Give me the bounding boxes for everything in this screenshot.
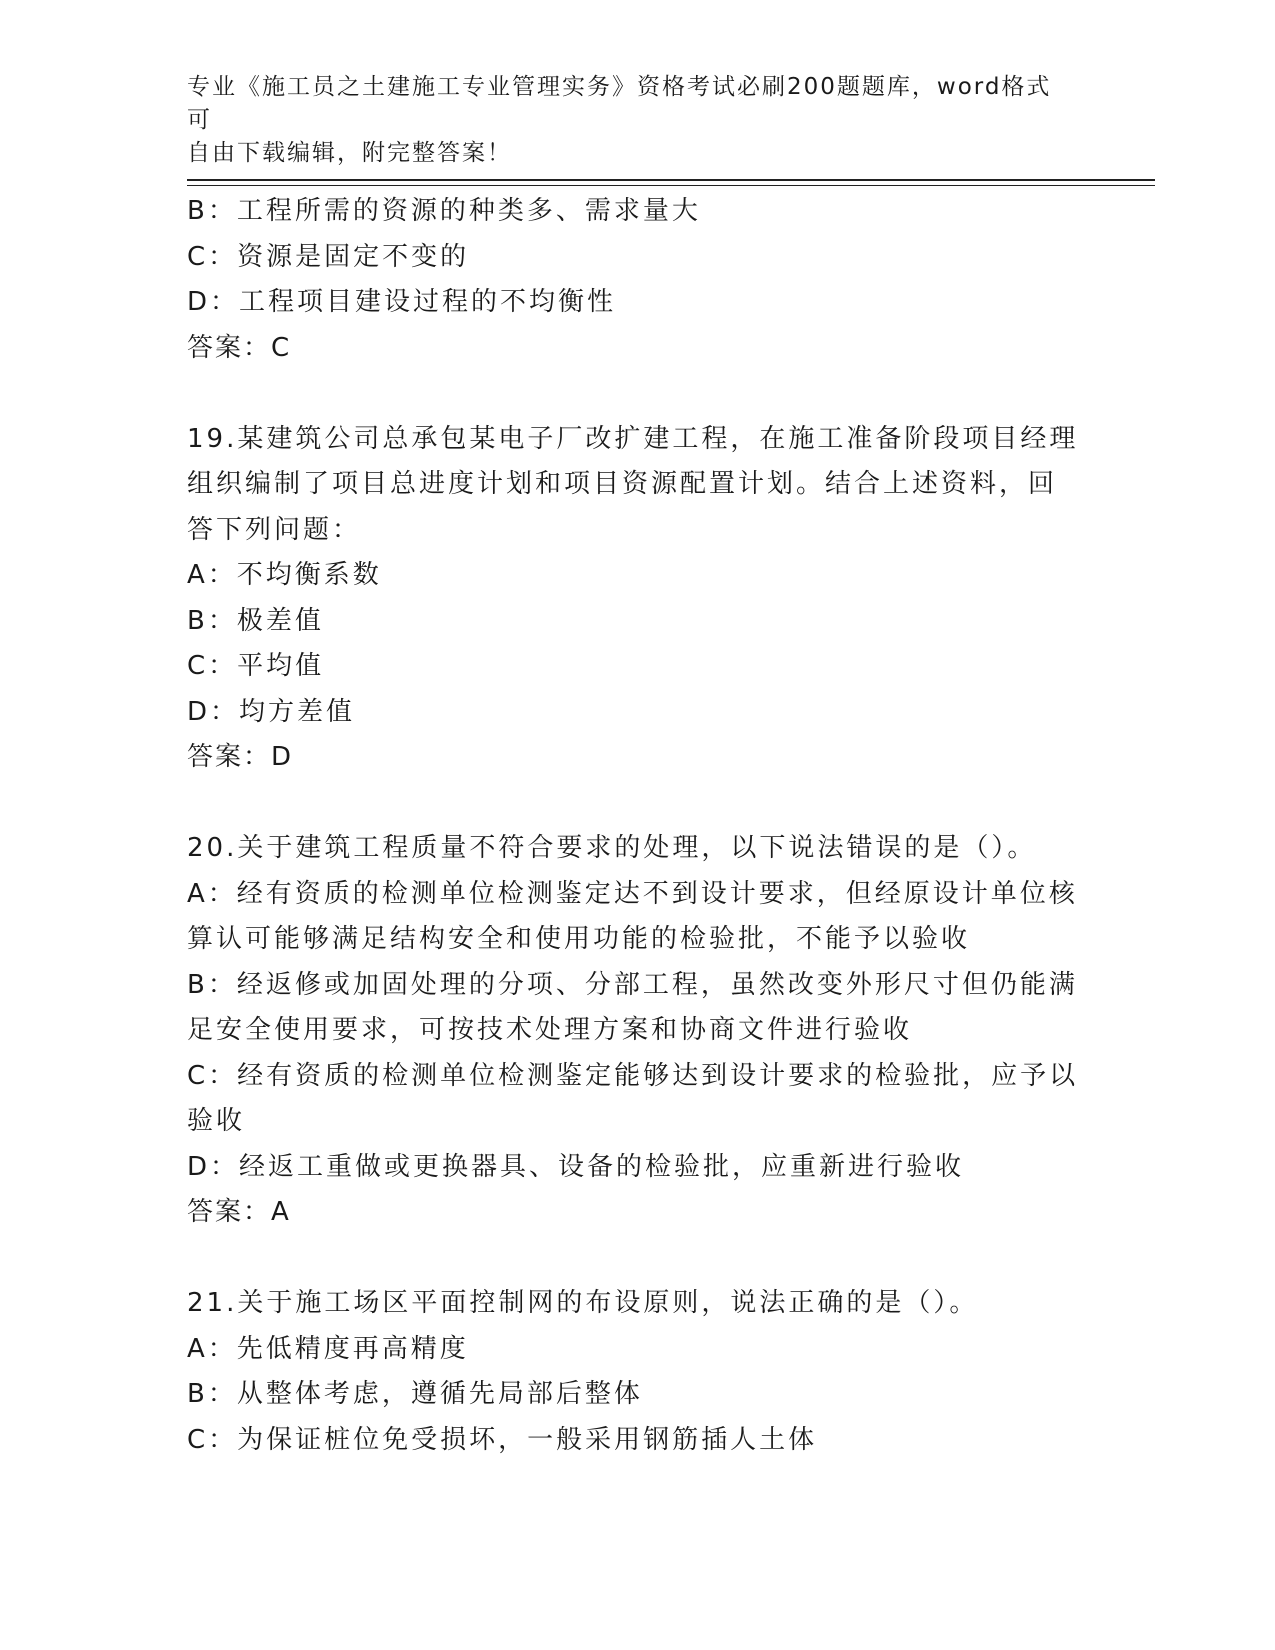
option-a: A：经有资质的检测单位检测鉴定达不到设计要求，但经原设计单位核 [187,878,1078,909]
question-block-19 [187,417,1087,781]
header-line-1: 专业《施工员之土建施工专业管理实务》资格考试必刷200题题库，word格式可 [187,74,1052,133]
header-divider-thin [187,185,1155,186]
page-header [187,71,1067,170]
answer: 答案：A [187,1197,291,1227]
option-c: C：平均值 [187,651,325,681]
option-b: B：极差值 [187,605,324,636]
question-block-18 [187,189,1087,371]
question-list [187,189,1087,1463]
option-a: A：先低精度再高精度 [187,1333,469,1364]
spacer [187,1236,1087,1282]
option-d: D：工程项目建设过程的不均衡性 [187,287,617,317]
option-b: B：工程所需的资源的种类多、需求量大 [187,196,701,226]
question-stem: 21.关于施工场区平面控制网的布设原则，说法正确的是（）。 [187,1288,979,1318]
question-stem-continued: 组织编制了项目总进度计划和项目资源配置计划。结合上述资料，回 [187,469,1058,499]
option-d: D：经返工重做或更换器具、设备的检验批，应重新进行验收 [187,1151,965,1182]
question-stem-continued: 答下列问题： [187,514,362,545]
question-stem: 19.某建筑公司总承包某电子厂改扩建工程，在施工准备阶段项目经理 [187,423,1079,454]
option-b-continued: 足安全使用要求，可按技术处理方案和协商文件进行验收 [187,1015,913,1045]
spacer [187,781,1087,827]
option-d: D：均方差值 [187,696,356,727]
question-stem: 20.关于建筑工程质量不符合要求的处理，以下说法错误的是（）。 [187,833,1037,863]
answer: 答案：C [187,332,292,363]
header-divider-thick [187,179,1155,181]
spacer [187,371,1087,417]
option-c-continued: 验收 [187,1106,246,1136]
option-b: B：经返修或加固处理的分项、分部工程，虽然改变外形尺寸但仍能满 [187,969,1078,1000]
question-block-21 [187,1281,1087,1463]
answer: 答案：D [187,742,294,772]
header-line-2: 自由下载编辑，附完整答案！ [187,140,512,166]
option-c: C：资源是固定不变的 [187,241,470,272]
option-c: C：经有资质的检测单位检测鉴定能够达到设计要求的检验批，应予以 [187,1060,1079,1091]
option-a: A：不均衡系数 [187,560,382,590]
option-c: C：为保证桩位免受损坏，一般采用钢筋插人土体 [187,1424,818,1455]
option-b: B：从整体考虑，遵循先局部后整体 [187,1379,643,1409]
question-block-20 [187,826,1087,1236]
option-a-continued: 算认可能够满足结构安全和使用功能的检验批，不能予以验收 [187,924,971,954]
